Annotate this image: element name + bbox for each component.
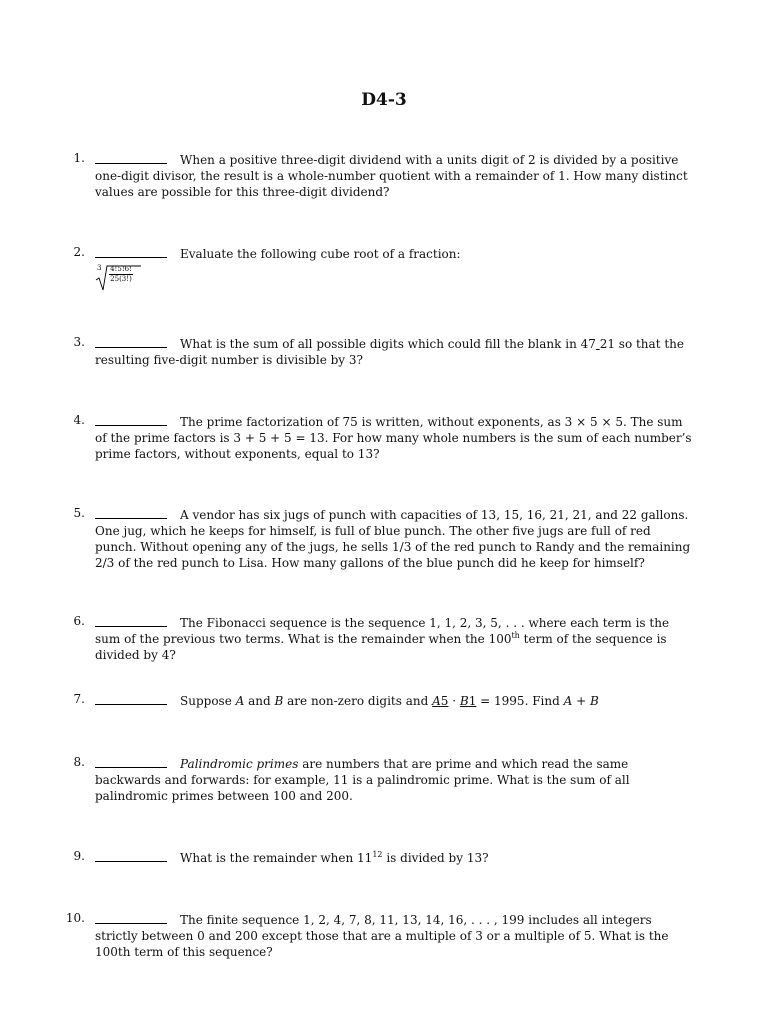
problem-8 <box>73 754 695 804</box>
text-segment: What is the sum of all possible digits which could fill the blank in 47 <box>180 337 596 351</box>
text-segment: The Fibonacci sequence is the sequence 1, 1, 2, 3, 5, . . . where each term is the sum of the previous two terms. What is the remainder when the 100 <box>95 616 670 646</box>
answer-blank[interactable] <box>95 848 167 862</box>
problem-text: When a positive three-digit dividend with a units digit of 2 is divided by a positive one-digit divisor, the result is a whole-number quotient with a remainder of 1. How many distinct values are possible for this three-digit dividend? <box>95 153 688 199</box>
answer-blank[interactable] <box>95 412 167 426</box>
cube-root-expression <box>95 264 145 292</box>
answer-blank[interactable] <box>95 754 167 768</box>
problem-text: Evaluate the following cube root of a fraction: <box>180 247 461 261</box>
problem-10 <box>65 910 695 960</box>
problem-3 <box>73 334 695 368</box>
problem-5 <box>73 505 695 571</box>
problem-number: 8. <box>73 755 85 769</box>
text-segment: = 1995. Find <box>476 694 564 708</box>
text-segment: and <box>244 694 275 708</box>
problem-text <box>95 616 669 662</box>
digit: 1 <box>468 694 477 708</box>
text-segment: 21 so that the resulting five-digit number is divisible by 3? <box>95 337 684 367</box>
superscript: th <box>511 631 520 640</box>
problem-number: 7. <box>73 692 85 706</box>
digit: 5 <box>440 694 449 708</box>
denominator: 25(3!) <box>110 275 132 283</box>
text-segment: term of the sequence is divided by 4? <box>95 632 667 662</box>
answer-blank[interactable] <box>95 910 167 924</box>
text-segment: are non-zero digits and <box>283 694 433 708</box>
problem-7 <box>73 691 695 709</box>
answer-blank[interactable] <box>95 334 167 348</box>
problem-4 <box>73 412 695 462</box>
problem-text: The prime factorization of 75 is written, without exponents, as 3 × 5 × 5. The sum of the prime factors is 3 + 5 + 5 = 13. For how many whole numbers is the sum of each number’s prime factors, without exponents, equal to 13? <box>95 415 692 461</box>
answer-blank[interactable] <box>95 150 167 164</box>
answer-blank[interactable] <box>95 505 167 519</box>
problem-1 <box>73 150 695 200</box>
problem-number: 3. <box>73 335 85 349</box>
answer-blank[interactable] <box>95 244 167 258</box>
problem-text: A vendor has six jugs of punch with capacities of 13, 15, 16, 21, 21, and 22 gallons. One jug, which he keeps for himself, is full of blue punch. The other five jugs are full of red punch. Without opening any of the jugs, he sells 1/3 of the red punch to Randy and the remaining 2/3 of the red punch to Lisa. How many gallons of the blue punch did he keep for himself? <box>95 508 691 570</box>
problem-number: 5. <box>73 506 85 520</box>
root-index: 3 <box>97 264 102 272</box>
answer-blank[interactable] <box>95 613 167 627</box>
answer-blank[interactable] <box>95 691 167 705</box>
problem-text: The finite sequence 1, 2, 4, 7, 8, 11, 13, 14, 16, . . . , 199 includes all integers strictly between 0 and 200 except those that are a multiple of 3 or a multiple of 5. What is the 100th term of this sequence? <box>95 913 669 959</box>
text-segment: + <box>572 694 590 708</box>
math-variable: B <box>589 694 599 708</box>
problem-number: 1. <box>73 151 85 165</box>
problem-number: 9. <box>73 849 85 863</box>
problem-text <box>180 694 599 708</box>
text-segment: are numbers that are prime and which read the same backwards and forwards: for example, 11 is a palindromic prime. What is the sum of all palindromic primes between 100 and 200. <box>95 757 630 803</box>
math-variable: A <box>563 694 573 708</box>
italic-term: Palindromic primes <box>180 757 299 771</box>
text-segment: What is the remainder when 11 <box>180 851 373 865</box>
problem-2 <box>73 244 695 262</box>
problem-text <box>95 337 684 367</box>
problem-6 <box>73 613 695 663</box>
two-digit-number <box>432 694 448 708</box>
text-segment: · <box>448 694 460 708</box>
problem-9 <box>73 848 695 866</box>
problem-number: 6. <box>73 614 85 628</box>
superscript: 12 <box>372 850 383 859</box>
problem-number: 10. <box>65 911 85 925</box>
math-variable: A <box>432 694 441 708</box>
problem-number: 4. <box>73 413 85 427</box>
math-variable: B <box>274 694 284 708</box>
text-segment: Suppose <box>180 694 236 708</box>
text-segment: is divided by 13? <box>382 851 489 865</box>
problem-number: 2. <box>73 245 85 259</box>
two-digit-number <box>460 694 476 708</box>
numerator: 4!5!6! <box>110 265 132 273</box>
problem-text <box>180 851 489 865</box>
problem-text <box>95 757 630 803</box>
math-variable: A <box>235 694 245 708</box>
fraction <box>108 265 134 284</box>
math-variable: B <box>459 694 469 708</box>
page-title: D4-3 <box>361 90 407 110</box>
